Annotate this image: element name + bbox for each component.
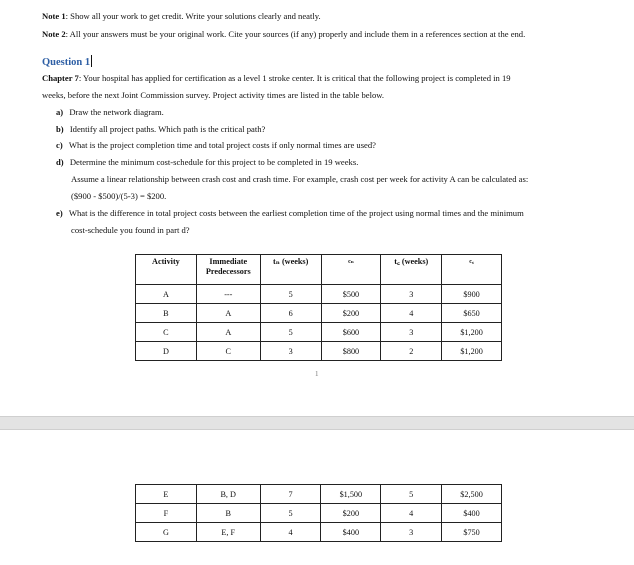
cell-cn: $1,500 bbox=[321, 485, 381, 504]
cell-tn: 5 bbox=[260, 323, 321, 342]
cell-tc: 3 bbox=[381, 285, 442, 304]
activity-table-continued bbox=[135, 484, 502, 542]
header-cn: cₙ bbox=[321, 255, 381, 285]
cell-tn: 5 bbox=[260, 285, 321, 304]
part-d: d) Determine the minimum cost-schedule for this project to be completed in 19 weeks. bbox=[56, 157, 359, 167]
header-predecessors: Immediate Predecessors bbox=[196, 255, 260, 285]
cell-activity: C bbox=[136, 323, 197, 342]
note-1: Note 1: Show all your work to get credit. Write your solutions clearly and neatly. bbox=[42, 11, 321, 21]
question-heading[interactable]: Question 1 bbox=[42, 57, 91, 68]
cell-tc: 3 bbox=[381, 323, 442, 342]
cell-cc: $900 bbox=[442, 285, 502, 304]
header-cc: c꜀ bbox=[442, 255, 502, 285]
table-header-row bbox=[136, 255, 502, 285]
document-page-2 bbox=[0, 430, 634, 565]
cell-tc: 5 bbox=[381, 485, 442, 504]
cell-tc: 4 bbox=[381, 504, 442, 523]
cell-cn: $600 bbox=[321, 323, 381, 342]
cell-tc: 4 bbox=[381, 304, 442, 323]
cell-activity: B bbox=[136, 304, 197, 323]
table-row bbox=[136, 485, 502, 504]
cell-pred: --- bbox=[196, 285, 260, 304]
part-e-cont: cost-schedule you found in part d? bbox=[71, 225, 190, 235]
cell-cc: $650 bbox=[442, 304, 502, 323]
table-row bbox=[136, 285, 502, 304]
cell-cn: $200 bbox=[321, 504, 381, 523]
cell-activity: F bbox=[136, 504, 197, 523]
cell-cn: $400 bbox=[321, 523, 381, 542]
cell-cc: $400 bbox=[442, 504, 502, 523]
chapter-intro-line-1: Chapter 7: Your hospital has applied for certification as a level 1 stroke center. It is critical that the following project is completed in 19 bbox=[42, 73, 511, 83]
header-tc: t꜀ (weeks) bbox=[381, 255, 442, 285]
cell-pred: A bbox=[196, 323, 260, 342]
cell-pred: B bbox=[196, 504, 260, 523]
cell-activity: D bbox=[136, 342, 197, 361]
text-cursor bbox=[91, 55, 92, 67]
cell-pred: C bbox=[196, 342, 260, 361]
cell-pred: B, D bbox=[196, 485, 260, 504]
table-row bbox=[136, 504, 502, 523]
table-row bbox=[136, 304, 502, 323]
cell-cc: $1,200 bbox=[442, 342, 502, 361]
page-number: 1 bbox=[315, 370, 319, 378]
table-row bbox=[136, 342, 502, 361]
cell-cn: $800 bbox=[321, 342, 381, 361]
cell-activity: E bbox=[136, 485, 197, 504]
cell-tn: 3 bbox=[260, 342, 321, 361]
cell-cn: $200 bbox=[321, 304, 381, 323]
part-d-note-2: ($900 - $500)/(5-3) = $200. bbox=[71, 191, 167, 201]
cell-cc: $1,200 bbox=[442, 323, 502, 342]
cell-cc: $750 bbox=[442, 523, 502, 542]
part-b: b) Identify all project paths. Which path is the critical path? bbox=[56, 124, 266, 134]
part-a: a) Draw the network diagram. bbox=[56, 107, 164, 117]
note-2: Note 2: All your answers must be your original work. Cite your sources (if any) properly and include them in a references section at the end. bbox=[42, 29, 526, 39]
table-row bbox=[136, 523, 502, 542]
cell-tc: 2 bbox=[381, 342, 442, 361]
cell-cn: $500 bbox=[321, 285, 381, 304]
activity-table bbox=[135, 254, 502, 361]
table-row bbox=[136, 323, 502, 342]
part-d-note-1: Assume a linear relationship between crash cost and crash time. For example, crash cost per week for activity A can be calculated as: bbox=[71, 174, 529, 184]
cell-pred: A bbox=[196, 304, 260, 323]
cell-activity: G bbox=[136, 523, 197, 542]
chapter-intro-line-2: weeks, before the next Joint Commission survey. Project activity times are listed in the table below. bbox=[42, 90, 385, 100]
cell-tn: 6 bbox=[260, 304, 321, 323]
header-tn: tₙ (weeks) bbox=[260, 255, 321, 285]
cell-tn: 5 bbox=[260, 504, 321, 523]
part-e: e) What is the difference in total project costs between the earliest completion time of the project using normal times and the minimum bbox=[56, 208, 524, 218]
cell-pred: E, F bbox=[196, 523, 260, 542]
cell-tn: 4 bbox=[260, 523, 321, 542]
cell-cc: $2,500 bbox=[442, 485, 502, 504]
header-activity: Activity bbox=[136, 255, 197, 285]
cell-tc: 3 bbox=[381, 523, 442, 542]
part-c: c) What is the project completion time and total project costs if only normal times are used? bbox=[56, 140, 376, 150]
page-separator bbox=[0, 416, 634, 430]
cell-activity: A bbox=[136, 285, 197, 304]
cell-tn: 7 bbox=[260, 485, 321, 504]
